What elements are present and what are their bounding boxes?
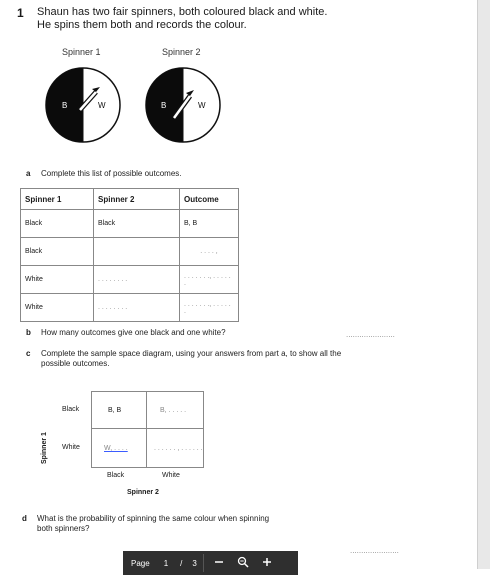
col-axis-label: Spinner 2: [127, 489, 159, 496]
grid-divider: [92, 428, 203, 429]
part-c-text-line-1: Complete the sample space diagram, using your answers from part a, to show all the: [41, 349, 342, 358]
spinner-1-right-letter: W: [98, 101, 106, 110]
answer-cell[interactable]: . . . . . . ., . . . . . .: [180, 266, 239, 294]
gutter-mark: [480, 58, 490, 66]
table-cell: White: [21, 294, 94, 322]
grid-answer-cell[interactable]: W, . . . .: [104, 445, 128, 452]
question-number: 1: [17, 6, 24, 20]
spinner-2-label: Spinner 2: [162, 47, 201, 57]
table-cell: B, B: [180, 210, 239, 238]
plus-icon: [261, 556, 273, 568]
part-d-text-line-2: both spinners?: [37, 524, 90, 533]
answer-cell[interactable]: . . . . . . . .: [94, 294, 180, 322]
part-d-text: [37, 514, 269, 534]
minus-icon: [213, 556, 225, 568]
grid-cell: B, B: [108, 407, 122, 414]
table-row: [21, 238, 239, 266]
page-separator: /: [180, 558, 183, 568]
row-axis-label: Spinner 1: [41, 432, 48, 464]
part-d-letter: d: [22, 514, 27, 523]
gutter-mark: [480, 160, 490, 168]
answer-cell[interactable]: . . . . . . . .: [94, 266, 180, 294]
table-row: [21, 210, 239, 238]
outcomes-table: [20, 188, 239, 322]
total-pages: 3: [192, 558, 197, 568]
gutter-mark: [480, 100, 490, 108]
part-a-letter: a: [26, 169, 31, 178]
row-axis-label-wrap: [41, 420, 53, 466]
zoom-button[interactable]: [234, 556, 252, 571]
table-row: [21, 294, 239, 322]
spinner-1: [44, 66, 122, 144]
spinner-1-left-letter: B: [62, 101, 68, 110]
table-row: [21, 266, 239, 294]
page-label: Page: [131, 558, 150, 568]
answer-cell[interactable]: [94, 238, 180, 266]
part-d-answer-line[interactable]: ......................: [350, 546, 399, 555]
question-stem: [37, 6, 327, 32]
spinner-1-label: Spinner 1: [62, 47, 101, 57]
magnifier-icon: [237, 556, 249, 568]
table-cell: Black: [94, 210, 180, 238]
row-label: White: [62, 444, 80, 451]
part-c-text: [41, 349, 341, 369]
toolbar-divider: [203, 554, 204, 572]
row-label: Black: [62, 406, 80, 413]
col-label: Black: [107, 472, 125, 479]
table-cell: Black: [21, 238, 94, 266]
part-b-text: How many outcomes give one black and one white?: [41, 328, 226, 337]
table-cell: Black: [21, 210, 94, 238]
part-c-letter: c: [26, 349, 31, 358]
table-cell: White: [21, 266, 94, 294]
answer-cell[interactable]: . . . . ,: [180, 238, 239, 266]
zoom-in-button[interactable]: [258, 556, 276, 571]
table-header: Spinner 1: [21, 189, 94, 210]
spinner-2-left-letter: B: [161, 101, 167, 110]
page-indicator: [131, 559, 197, 568]
col-label: White: [162, 472, 180, 479]
part-d-text-line-1: What is the probability of spinning the same colour when spinning: [37, 514, 270, 523]
part-b-answer-line[interactable]: ......................: [346, 330, 395, 339]
zoom-out-button[interactable]: [210, 556, 228, 571]
spinner-2-right-letter: W: [198, 101, 206, 110]
stem-line-1: Shaun has two fair spinners, both coloured black and white.: [37, 6, 328, 18]
grid-answer-cell[interactable]: . . . . . . , . . . . . .: [154, 445, 203, 452]
spinner-2: [144, 66, 222, 144]
right-scroll-gutter[interactable]: [477, 0, 490, 569]
part-a-text: Complete this list of possible outcomes.: [41, 169, 182, 178]
grid-answer-cell[interactable]: B, . . . . .: [160, 407, 187, 414]
answer-cell[interactable]: . . . . . . ., . . . . . .: [180, 294, 239, 322]
grid-divider: [146, 392, 147, 467]
stem-line-2: He spins them both and records the colour.: [37, 19, 247, 31]
sample-space-grid: [91, 391, 204, 468]
table-header-row: [21, 189, 239, 210]
part-c-text-line-2: possible outcomes.: [41, 359, 110, 368]
table-header: Outcome: [180, 189, 239, 210]
table-header: Spinner 2: [94, 189, 180, 210]
current-page-input[interactable]: 1: [163, 558, 169, 568]
pdf-viewer-toolbar: [123, 551, 298, 575]
part-b-letter: b: [26, 328, 31, 337]
